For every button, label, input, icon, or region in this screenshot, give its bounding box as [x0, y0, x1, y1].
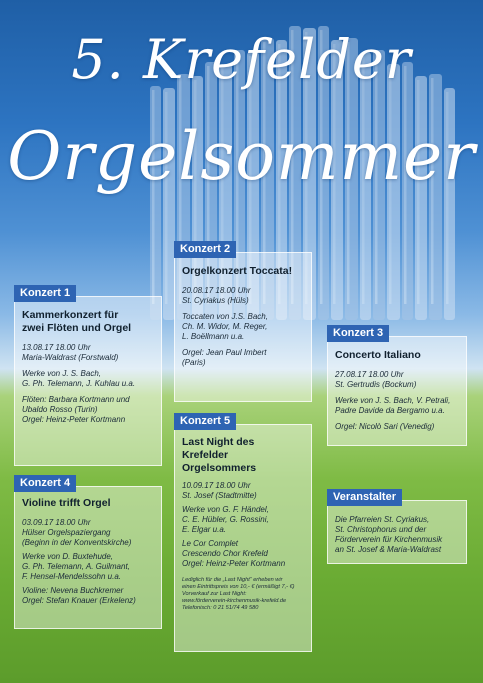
concert-card-2	[174, 252, 312, 402]
concert-program: Werke von D. Buxtehude, G. Ph. Telemann, A. Guilmant, F. Hensel-Mendelssohn u.a.	[22, 552, 130, 581]
concert-program: Werke von J. S. Bach, G. Ph. Telemann, J. Kuhlau u.a.	[22, 369, 136, 388]
concert-card-1	[14, 296, 162, 466]
concert-program: Werke von G. F. Händel, C. E. Hübler, G. Rossini, E. Elgar u.a.	[182, 505, 269, 534]
ticket-note: Lediglich für die „Last Night“ erheben wir einen Eintrittspreis von 10,- € (ermäßigt 7,- €) Vorverkauf zur Last Night: www.förderverein-kirchenmusik-krefeld.de Telefonisch: 0 21 51/74 49 580	[182, 577, 295, 611]
concert-program: Werke von J. S. Bach, V. Petrali, Padre Davide da Bergamo u.a.	[335, 396, 451, 415]
concert-title: Violine trifft Orgel	[22, 497, 111, 509]
concert-card-4	[14, 486, 162, 629]
concert-tag-1: Konzert 1	[14, 285, 76, 302]
concert-date-venue: 13.08.17 18.00 Uhr Maria-Waldrast (Forstwald)	[22, 343, 119, 362]
concert-tag-4: Konzert 4	[14, 475, 76, 492]
poster-title-line-1: 5. Krefelder	[71, 28, 412, 91]
concert-date-venue: 10.09.17 18.00 Uhr St. Josef (Stadtmitte)	[182, 481, 257, 500]
concert-title: Kammerkonzert für zwei Flöten und Orgel	[22, 309, 132, 334]
concert-date-venue: 27.08.17 18.00 Uhr St. Gertrudis (Bockum)	[335, 370, 417, 389]
concert-performers: Le Cor Complet Crescendo Chor Krefeld Orgel: Heinz-Peter Kortmann	[182, 539, 286, 568]
concert-title: Orgelkonzert Toccata!	[182, 265, 293, 277]
concert-tag-3: Konzert 3	[327, 325, 389, 342]
concert-tag-5: Konzert 5	[174, 413, 236, 430]
concert-date-venue: 03.09.17 18.00 Uhr Hülser Orgelspaziergang (Beginn in der Konventskirche)	[22, 518, 132, 547]
concert-program: Toccaten von J.S. Bach, Ch. M. Widor, M. Reger, L. Boëllmann u.a.	[182, 312, 268, 341]
concert-card-5	[174, 424, 312, 652]
organ-pipe	[415, 76, 427, 320]
concert-performers: Orgel: Nicolò Sari (Venedig)	[335, 422, 435, 431]
concert-performers: Violine: Nevena Buchkremer Orgel: Stefan Knauer (Erkelenz)	[22, 586, 136, 605]
concert-performers: Flöten: Barbara Kortmann und Ubaldo Rosso (Turin) Orgel: Heinz-Peter Kortmann	[22, 395, 130, 424]
organizer-card: Die Pfarreien St. Cyriakus, St. Christophorus und der Förderverein für Kirchenmusik an St. Josef & Maria-Waldrast	[327, 500, 467, 564]
concert-title: Concerto Italiano	[335, 349, 421, 361]
organ-pipe	[429, 74, 442, 320]
organizer-tag: Veranstalter	[327, 489, 402, 506]
concert-title: Last Night des Krefelder Orgelsommers	[182, 436, 257, 474]
concert-date-venue: 20.08.17 18.00 Uhr St. Cyriakus (Hüls)	[182, 286, 251, 305]
concert-tag-2: Konzert 2	[174, 241, 236, 258]
concert-card-3	[327, 336, 467, 446]
poster-title-line-2: Orgelsommer	[7, 118, 476, 195]
concert-performers: Orgel: Jean Paul Imbert (Paris)	[182, 348, 267, 367]
